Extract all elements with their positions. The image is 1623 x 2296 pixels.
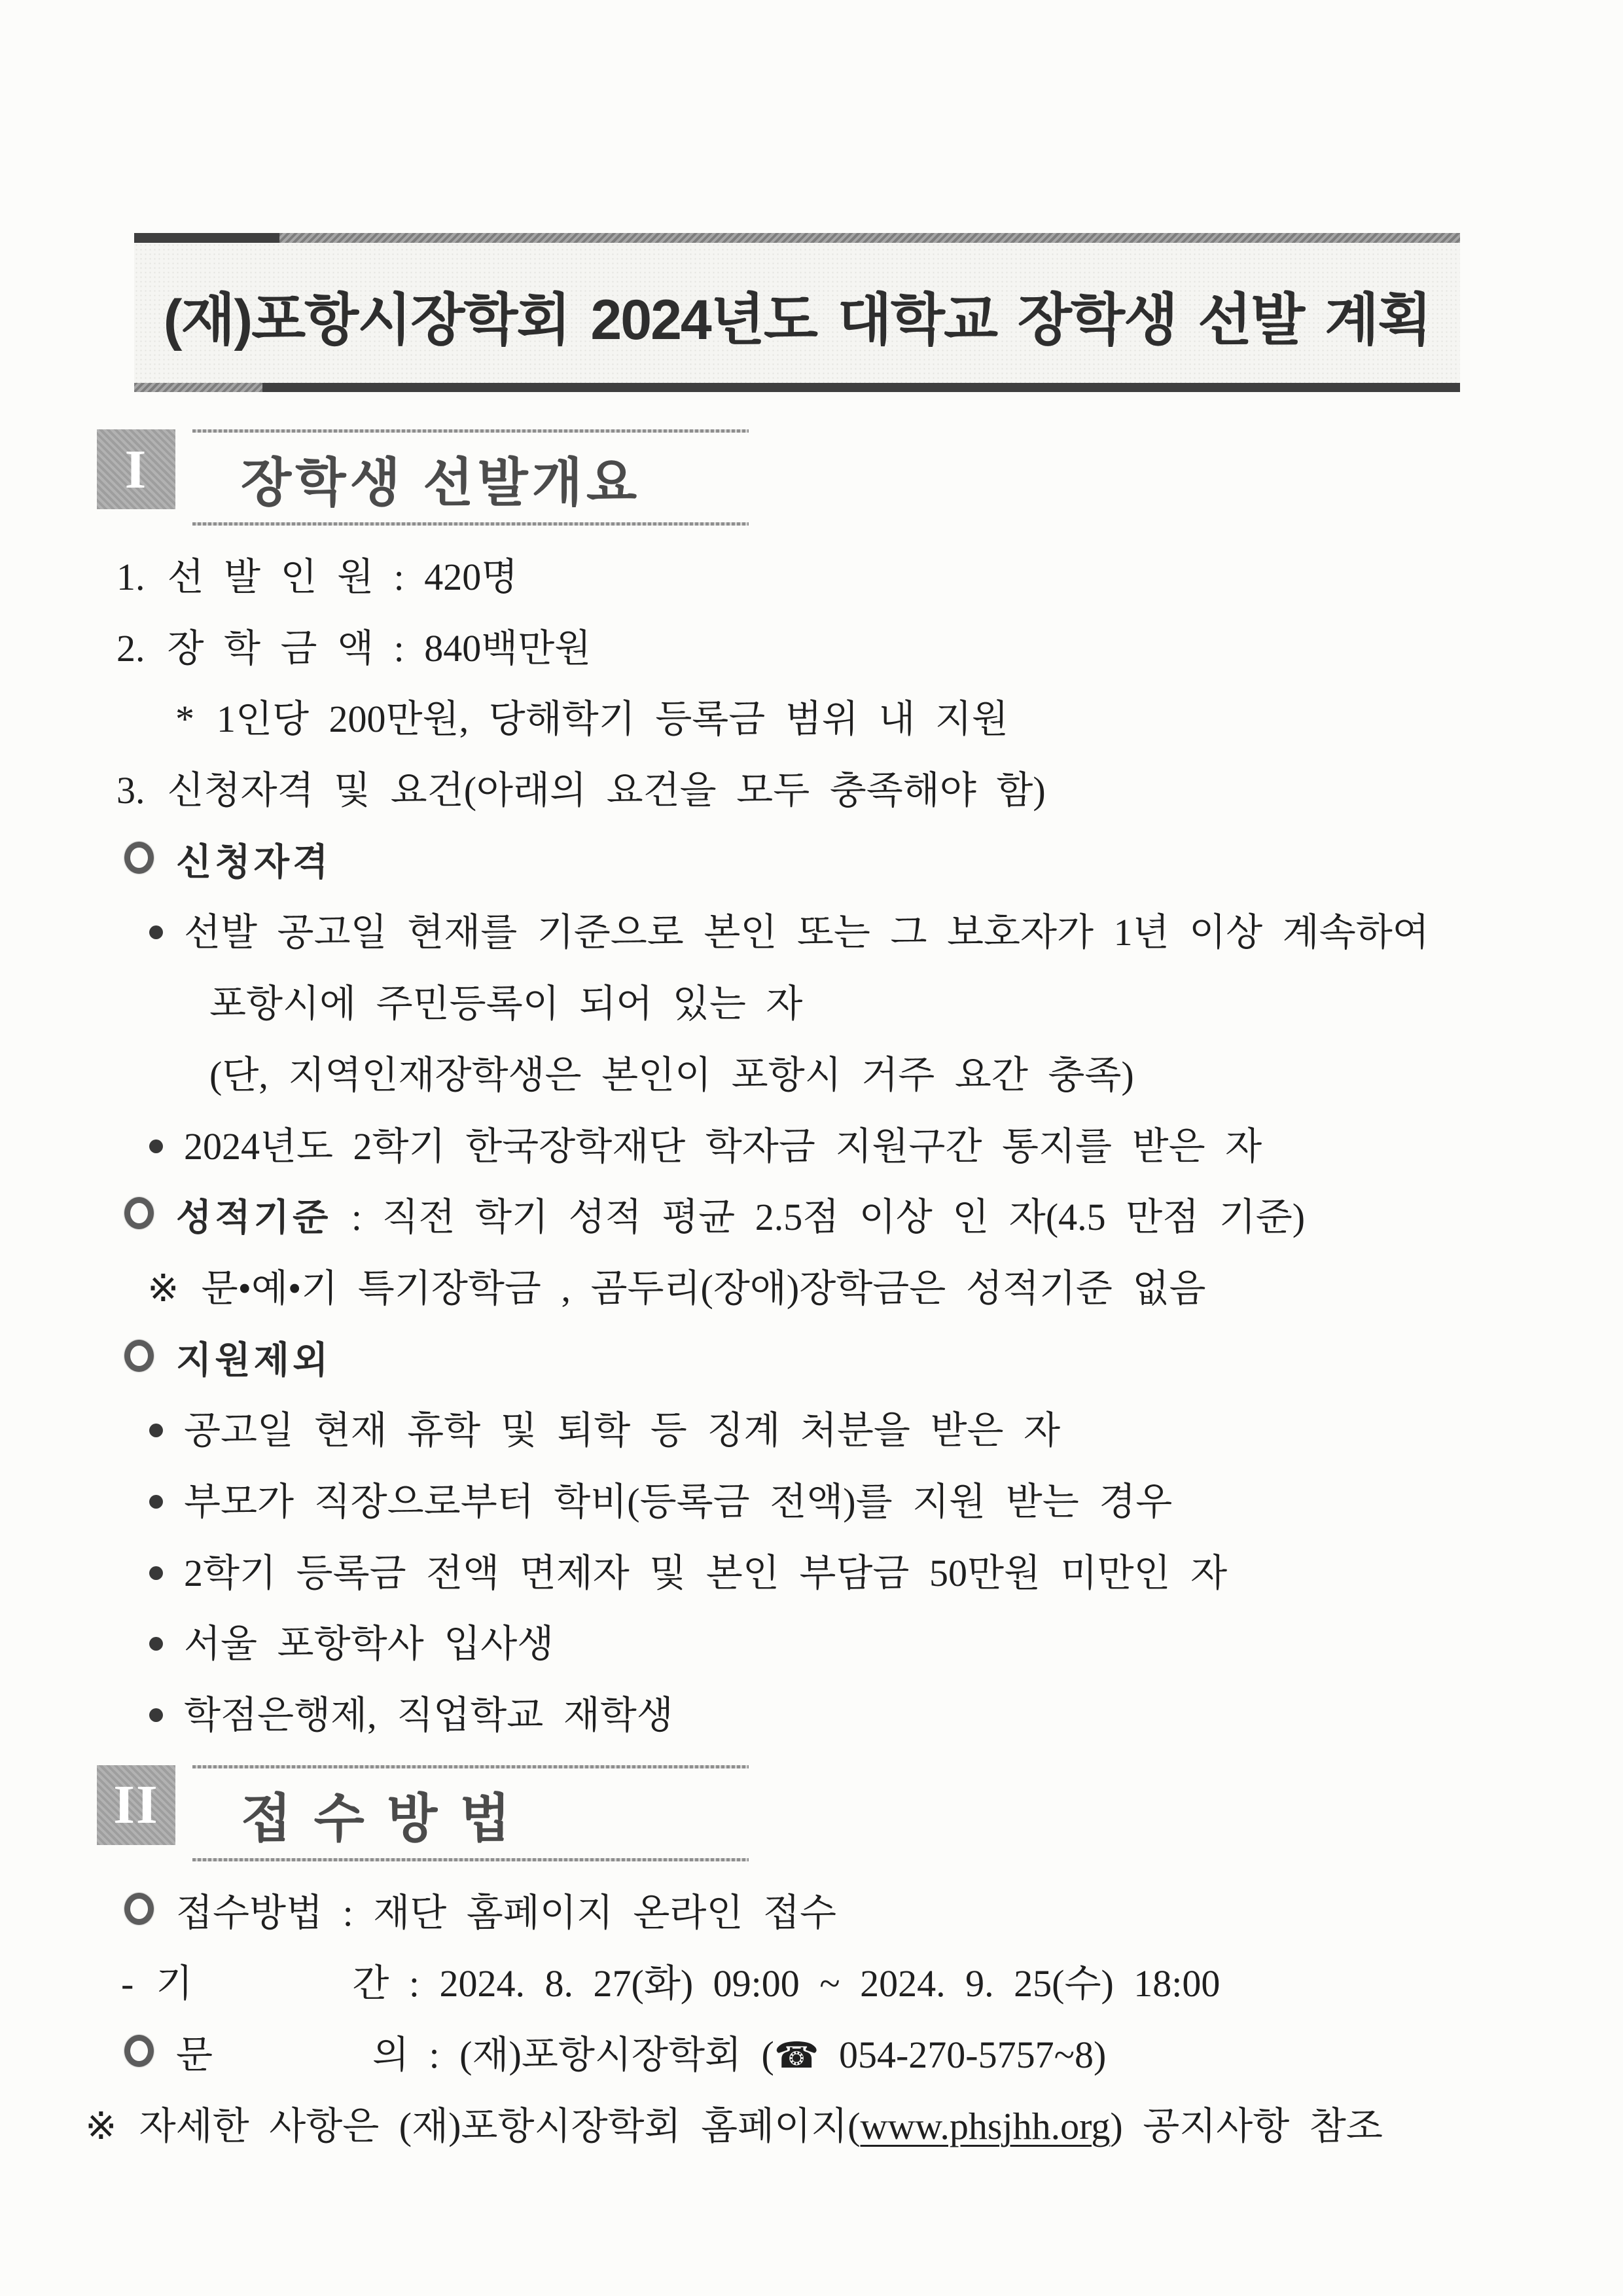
content-line xyxy=(149,1125,1623,1169)
line-text: (단, 지역인재장학생은 본인이 포항시 거주 요간 충족) xyxy=(209,1053,1134,1096)
content-line xyxy=(116,769,1623,813)
line-label: 신청자격 xyxy=(176,840,332,882)
line-label: 지원제외 xyxy=(176,1338,332,1380)
dash-bullet: - xyxy=(121,1962,134,2005)
line-text: 장 학 금 액 : 840백만원 xyxy=(167,626,592,670)
content-line xyxy=(209,1054,1623,1098)
ring-bullet-icon xyxy=(124,2035,154,2067)
line-text: 자세한 사항은 (재)포항시장학회 홈페이지( xyxy=(139,2104,861,2147)
dot-bullet-icon xyxy=(149,925,163,939)
content-line xyxy=(209,982,1623,1026)
content-line xyxy=(149,1552,1623,1596)
dot-bullet-icon xyxy=(149,1139,163,1153)
ring-bullet-icon xyxy=(124,1197,154,1229)
dot-bullet-icon xyxy=(149,1708,163,1722)
title-banner xyxy=(134,233,1460,392)
content-line xyxy=(149,911,1623,955)
line-text: 신청자격 및 요건(아래의 요건을 모두 충족해야 함) xyxy=(167,769,1046,812)
content-line xyxy=(85,2105,1623,2149)
dot-bullet-icon xyxy=(149,1424,163,1437)
section-heading-block xyxy=(192,429,749,526)
section-heading-block xyxy=(192,1765,749,1861)
bar-solid-segment xyxy=(262,383,1460,392)
section-numeral: II xyxy=(113,1774,159,1836)
content-line xyxy=(116,627,1623,671)
content-line xyxy=(121,1962,1623,2006)
line-text: 접수방법 : 재단 홈페이지 온라인 접수 xyxy=(176,1891,837,1934)
section-header xyxy=(97,1765,1623,1861)
line-text: 선 발 인 원 : 420명 xyxy=(167,556,518,598)
line-text: 문•예•기 특기장학금 , 곰두리(장애)장학금은 성적기준 없음 xyxy=(201,1266,1206,1310)
item-number: 2. xyxy=(116,626,145,670)
title-top-bar xyxy=(134,233,1460,243)
line-text: 2학기 등록금 전액 면제자 및 본인 부담금 50만원 미만인 자 xyxy=(184,1551,1228,1594)
content-line xyxy=(149,1694,1623,1738)
section-numeral-box xyxy=(97,429,175,509)
heading-rule-bottom xyxy=(192,522,749,526)
line-text: 선발 공고일 현재를 기준으로 본인 또는 그 보호자가 1년 이상 계속하여 xyxy=(184,911,1429,954)
section-heading: 장학생 선발개요 xyxy=(241,454,641,512)
content-line xyxy=(149,1480,1623,1524)
section-content xyxy=(0,1892,1623,2149)
heading-rule-bottom xyxy=(192,1858,749,1861)
bar-hatched-segment xyxy=(279,233,1460,243)
content-line xyxy=(124,1892,1623,1935)
line-text: ) 공지사항 참조 xyxy=(1110,2104,1383,2147)
section-header xyxy=(97,429,1623,526)
content-line xyxy=(149,1409,1623,1453)
content-line xyxy=(124,840,1623,884)
content-line xyxy=(116,556,1623,600)
line-text: 포항시에 주민등록이 되어 있는 자 xyxy=(209,982,803,1026)
document-title: (재)포항시장학회 2024년도 대학교 장학생 선발 계획 xyxy=(134,243,1460,383)
line-text: 문 의 : (재)포항시장학회 ( xyxy=(176,2034,774,2077)
line-label: 성적기준 xyxy=(176,1196,332,1238)
ring-bullet-icon xyxy=(124,1340,154,1372)
content-line xyxy=(124,1338,1623,1382)
asterisk-note-mark: * xyxy=(175,698,194,741)
website-url: www.phsjhh.org xyxy=(860,2104,1111,2147)
ring-bullet-icon xyxy=(124,1893,154,1925)
dot-bullet-icon xyxy=(149,1637,163,1651)
content-line xyxy=(124,1196,1623,1240)
line-text: 공고일 현재 휴학 및 퇴학 등 징계 처분을 받은 자 xyxy=(184,1409,1061,1452)
section-content xyxy=(0,556,1623,1738)
item-number: 1. xyxy=(116,556,145,598)
section-selection-overview xyxy=(0,429,1623,1738)
section-heading: 접 수 방 법 xyxy=(241,1789,514,1848)
line-text: : 직전 학기 성적 평균 2.5점 이상 인 자(4.5 만점 기준) xyxy=(331,1196,1306,1239)
line-text: 1인당 200만원, 당해학기 등록금 범위 내 지원 xyxy=(217,698,1008,741)
section-numeral-box xyxy=(97,1765,175,1845)
content-line xyxy=(124,2034,1623,2077)
ring-bullet-icon xyxy=(124,842,154,874)
line-text: 054-270-5757~8) xyxy=(819,2034,1107,2077)
title-bottom-bar xyxy=(134,383,1460,392)
bar-hatched-segment xyxy=(134,383,262,392)
bar-solid-segment xyxy=(134,233,279,243)
reference-mark-icon: ※ xyxy=(147,1266,179,1310)
item-number: 3. xyxy=(116,769,145,812)
dot-bullet-icon xyxy=(149,1495,163,1509)
content-line xyxy=(147,1267,1623,1311)
line-text: 기 간 : 2024. 8. 27(화) 09:00 ~ 2024. 9. 25(수) 18:00 xyxy=(156,1962,1221,2005)
line-text: 2024년도 2학기 한국장학재단 학자금 지원구간 통지를 받은 자 xyxy=(184,1124,1262,1168)
line-text: 서울 포항학사 입사생 xyxy=(184,1623,554,1666)
section-numeral: I xyxy=(124,439,148,500)
phone-icon: ☎ xyxy=(774,2034,819,2077)
section-application-method xyxy=(0,1765,1623,2149)
line-text: 학점은행제, 직업학교 재학생 xyxy=(184,1694,673,1736)
content-line xyxy=(175,698,1623,742)
line-text: 부모가 직장으로부터 학비(등록금 전액)를 지원 받는 경우 xyxy=(184,1480,1173,1523)
dot-bullet-icon xyxy=(149,1566,163,1580)
reference-mark-icon: ※ xyxy=(85,2104,117,2147)
content-line xyxy=(149,1623,1623,1666)
